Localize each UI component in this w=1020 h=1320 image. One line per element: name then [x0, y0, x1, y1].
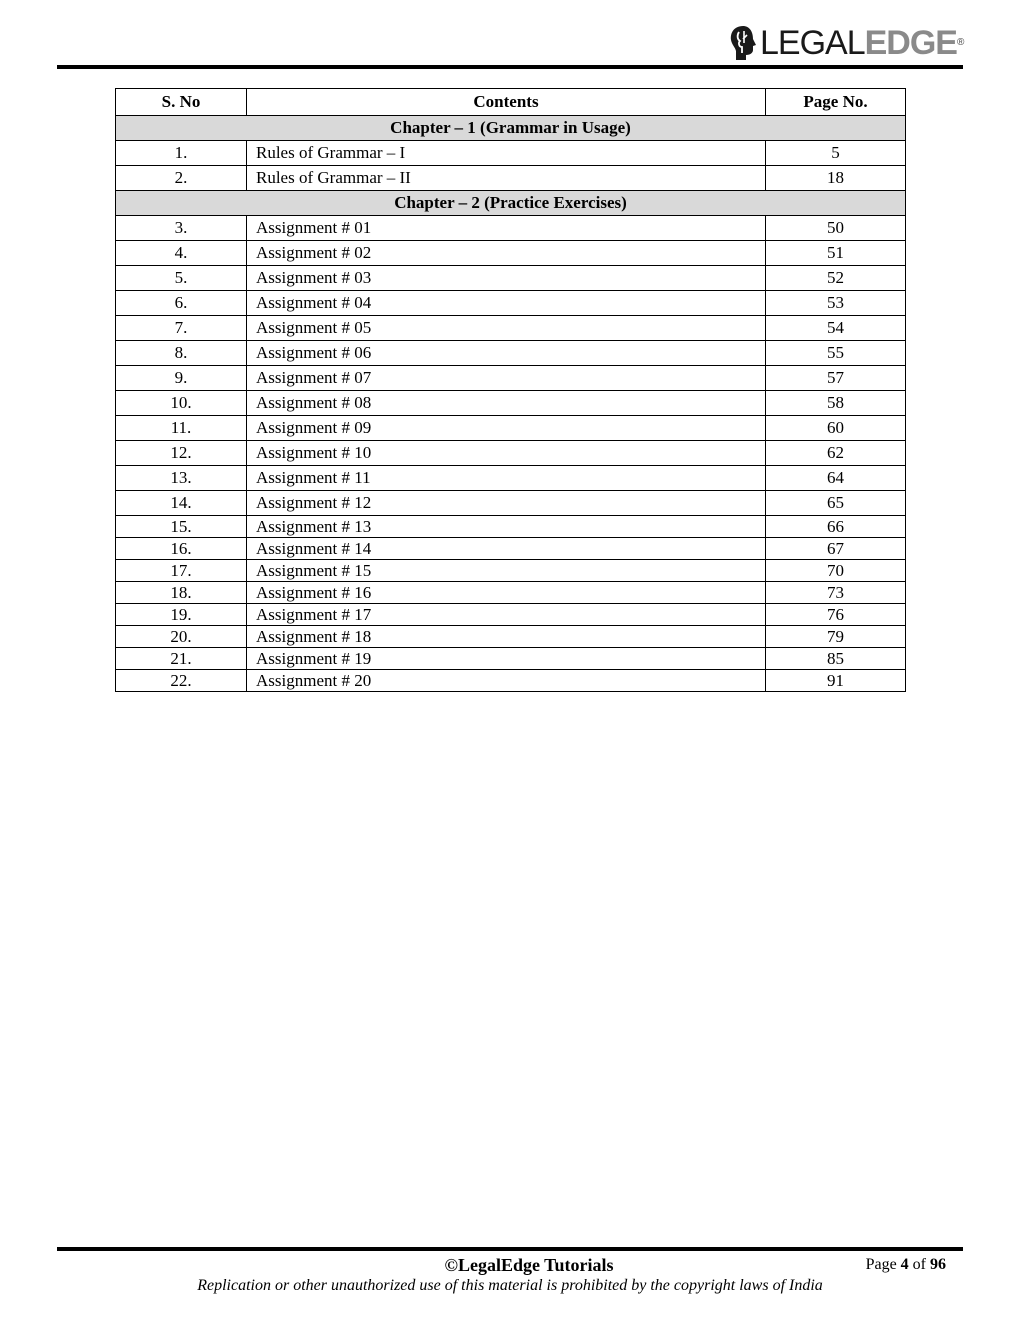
row-sno: 14. [116, 491, 247, 516]
row-sno: 18. [116, 582, 247, 604]
row-title: Assignment # 20 [247, 670, 766, 692]
logo-head-icon [728, 23, 758, 63]
row-title: Assignment # 13 [247, 516, 766, 538]
row-page: 65 [766, 491, 906, 516]
chapter-title: Chapter – 1 (Grammar in Usage) [116, 116, 906, 141]
contents-table [115, 88, 906, 692]
table-row [116, 166, 906, 191]
table-row [116, 516, 906, 538]
row-page: 18 [766, 166, 906, 191]
row-title: Assignment # 16 [247, 582, 766, 604]
row-sno: 11. [116, 416, 247, 441]
row-sno: 2. [116, 166, 247, 191]
table-row [116, 626, 906, 648]
row-sno: 19. [116, 604, 247, 626]
row-page: 62 [766, 441, 906, 466]
row-page: 67 [766, 538, 906, 560]
row-title: Assignment # 15 [247, 560, 766, 582]
row-title: Assignment # 05 [247, 316, 766, 341]
row-sno: 17. [116, 560, 247, 582]
copyright-notice: Replication or other unauthorized use of this material is prohibited by the copyright laws of India [197, 1277, 823, 1294]
row-sno: 8. [116, 341, 247, 366]
row-page: 55 [766, 341, 906, 366]
row-sno: 3. [116, 216, 247, 241]
row-sno: 21. [116, 648, 247, 670]
row-page: 76 [766, 604, 906, 626]
row-title: Assignment # 02 [247, 241, 766, 266]
row-title: Assignment # 09 [247, 416, 766, 441]
row-title: Assignment # 08 [247, 391, 766, 416]
row-page: 79 [766, 626, 906, 648]
row-page: 73 [766, 582, 906, 604]
table-row [116, 491, 906, 516]
row-title: Assignment # 06 [247, 341, 766, 366]
row-page: 70 [766, 560, 906, 582]
row-page: 5 [766, 141, 906, 166]
page-indicator: Page 4 of 96 [865, 1256, 946, 1273]
row-title: Assignment # 18 [247, 626, 766, 648]
table-row [116, 441, 906, 466]
row-sno: 1. [116, 141, 247, 166]
table-row [116, 241, 906, 266]
row-sno: 9. [116, 366, 247, 391]
row-sno: 22. [116, 670, 247, 692]
row-sno: 5. [116, 266, 247, 291]
row-title: Assignment # 01 [247, 216, 766, 241]
footer-rule [57, 1247, 963, 1251]
table-row [116, 648, 906, 670]
row-title: Assignment # 17 [247, 604, 766, 626]
row-page: 58 [766, 391, 906, 416]
row-page: 66 [766, 516, 906, 538]
table-row [116, 582, 906, 604]
table-row [116, 538, 906, 560]
header-rule [57, 65, 963, 69]
row-page: 54 [766, 316, 906, 341]
row-title: Assignment # 14 [247, 538, 766, 560]
row-sno: 6. [116, 291, 247, 316]
header-contents: Contents [247, 89, 766, 116]
table-row [116, 466, 906, 491]
row-page: 85 [766, 648, 906, 670]
table-row [116, 366, 906, 391]
header-sno: S. No [116, 89, 247, 116]
row-sno: 7. [116, 316, 247, 341]
row-title: Assignment # 07 [247, 366, 766, 391]
table-row [116, 560, 906, 582]
row-title: Rules of Grammar – I [247, 141, 766, 166]
row-title: Assignment # 10 [247, 441, 766, 466]
row-sno: 16. [116, 538, 247, 560]
row-title: Assignment # 19 [247, 648, 766, 670]
header-page: Page No. [766, 89, 906, 116]
row-title: Rules of Grammar – II [247, 166, 766, 191]
chapter-row [116, 191, 906, 216]
row-page: 91 [766, 670, 906, 692]
row-page: 53 [766, 291, 906, 316]
row-sno: 15. [116, 516, 247, 538]
row-title: Assignment # 03 [247, 266, 766, 291]
footer-title: ©LegalEdge Tutorials [444, 1255, 614, 1275]
table-row [116, 266, 906, 291]
table-row [116, 216, 906, 241]
row-page: 51 [766, 241, 906, 266]
table-row [116, 141, 906, 166]
chapter-title: Chapter – 2 (Practice Exercises) [116, 191, 906, 216]
row-page: 52 [766, 266, 906, 291]
table-row [116, 604, 906, 626]
table-row [116, 291, 906, 316]
table-row [116, 416, 906, 441]
row-sno: 20. [116, 626, 247, 648]
row-title: Assignment # 12 [247, 491, 766, 516]
row-page: 60 [766, 416, 906, 441]
table-row [116, 316, 906, 341]
chapter-row [116, 116, 906, 141]
table-header-row [116, 89, 906, 116]
table-row [116, 670, 906, 692]
row-page: 50 [766, 216, 906, 241]
logo-wordmark: LEGALEDGE® [760, 24, 964, 62]
row-title: Assignment # 04 [247, 291, 766, 316]
row-sno: 12. [116, 441, 247, 466]
row-sno: 4. [116, 241, 247, 266]
brand-logo [728, 22, 964, 64]
row-page: 57 [766, 366, 906, 391]
row-sno: 10. [116, 391, 247, 416]
table-row [116, 391, 906, 416]
row-title: Assignment # 11 [247, 466, 766, 491]
row-page: 64 [766, 466, 906, 491]
table-row [116, 341, 906, 366]
row-sno: 13. [116, 466, 247, 491]
